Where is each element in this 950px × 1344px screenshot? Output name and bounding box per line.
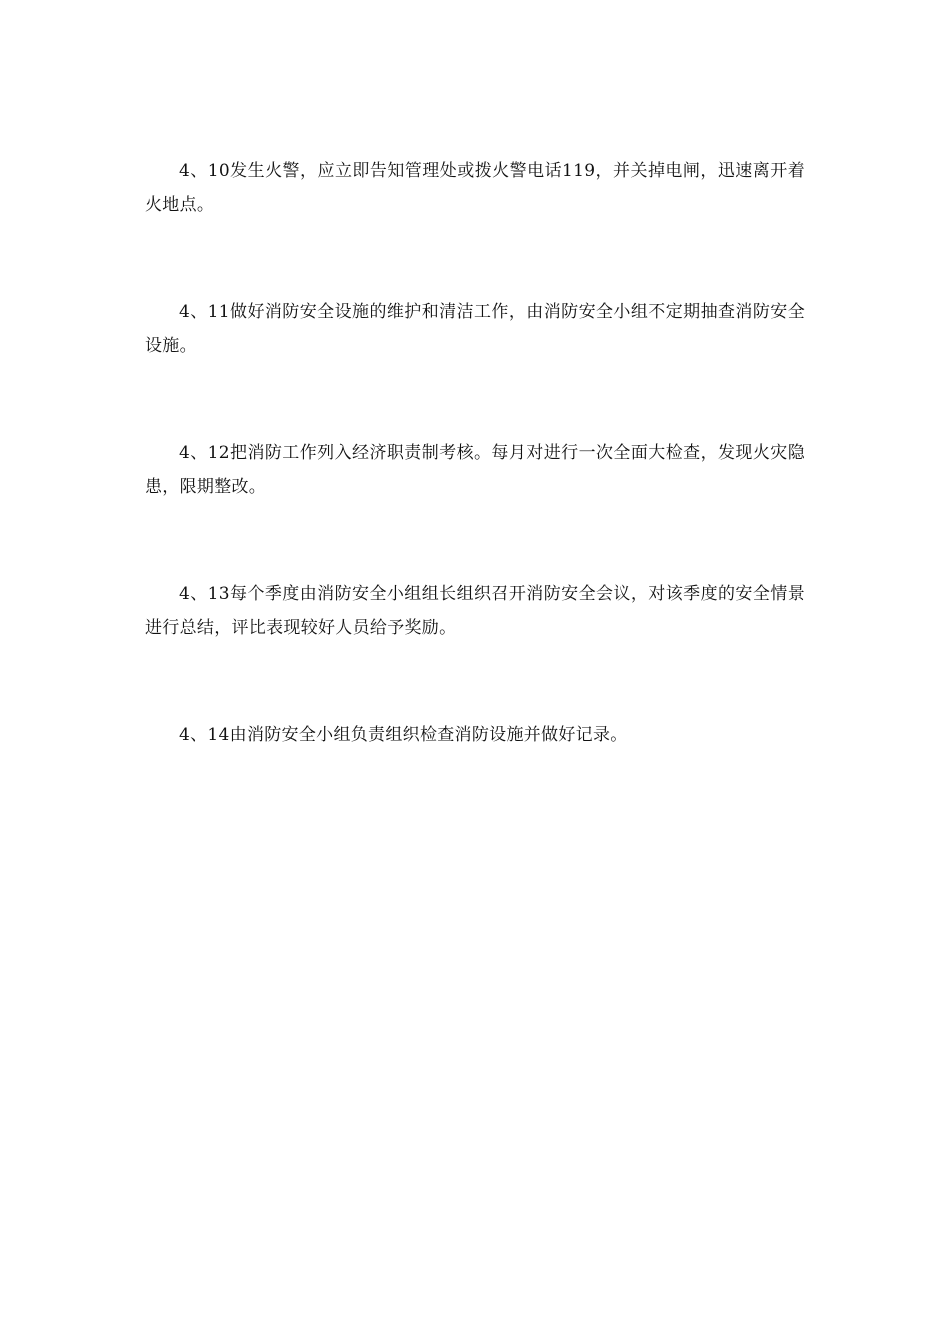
paragraph-4-11: 4、11做好消防安全设施的维护和清洁工作，由消防安全小组不定期抽查消防安全设施。 (145, 302, 805, 356)
paragraph-4-13: 4、13每个季度由消防安全小组组长组织召开消防安全会议，对该季度的安全情景进行总结，评比表现较好人员给予奖励。 (145, 584, 805, 638)
paragraph-4-14: 4、14由消防安全小组负责组织检查消防设施并做好记录。 (179, 725, 628, 745)
paragraph-4-10: 4、10发生火警，应立即告知管理处或拨火警电话119，并关掉电闸，迅速离开着火地点。 (145, 161, 805, 215)
paragraph-4-12: 4、12把消防工作列入经济职责制考核。每月对进行一次全面大检查，发现火灾隐患，限期整改。 (145, 443, 805, 497)
